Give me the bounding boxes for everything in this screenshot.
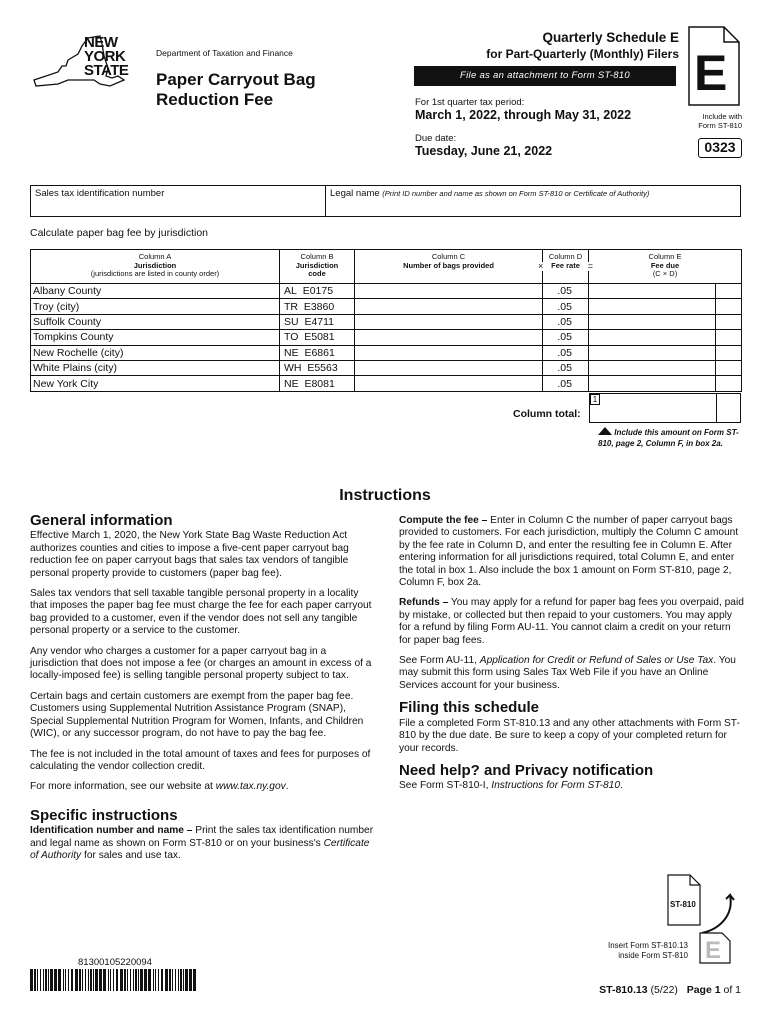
barcode-number: 81300105220094 bbox=[78, 957, 152, 968]
jurisdiction-cell: Tompkins County bbox=[31, 330, 280, 345]
schedule-subtitle: for Part-Quarterly (Monthly) Filers bbox=[486, 47, 679, 61]
barcode-bar bbox=[99, 969, 102, 991]
page-footer: ST-810.13 (5/22) Page 1 of 1 bbox=[599, 984, 741, 996]
box-number: 1 bbox=[590, 394, 600, 405]
barcode-bar bbox=[34, 969, 36, 991]
due-date-value: Tuesday, June 21, 2022 bbox=[415, 144, 553, 158]
jurisdiction-cell: White Plains (city) bbox=[31, 360, 280, 375]
general-info-heading: General information bbox=[30, 512, 173, 529]
filing-paragraph: File a completed Form ST-810.13 and any other attachments with Form ST-810 by the due date. Be sure to keep a copy of your completed return for your records. bbox=[399, 717, 740, 754]
barcode-bar bbox=[175, 969, 176, 991]
barcode-bar bbox=[140, 969, 143, 991]
fee-due-input[interactable] bbox=[589, 314, 716, 329]
insert-letter: E bbox=[705, 937, 722, 964]
barcode-bar bbox=[144, 969, 147, 991]
fee-due-input[interactable] bbox=[589, 376, 716, 391]
barcode-bar bbox=[79, 969, 81, 991]
general-paragraph: Certain bags and certain customers are exempt from the paper bag fee. Customers using Supplemental Nutrition Assistance Program (SNAP), Special Supplemental Nutrition Program for Women, Infants, and Children (WIC), or any successor program, do not have to pay the bag fee. bbox=[30, 690, 364, 740]
period-label: For 1st quarter tax period: bbox=[415, 97, 525, 108]
more-info-paragraph: For more information, see our website at www.tax.ny.gov. bbox=[30, 781, 289, 793]
fee-table bbox=[30, 249, 742, 392]
barcode-bar bbox=[54, 969, 57, 991]
website-link[interactable]: www.tax.ny.gov bbox=[215, 781, 286, 793]
barcode-bar bbox=[50, 969, 53, 991]
fee-due-input[interactable] bbox=[589, 330, 716, 345]
general-paragraph: Any vendor who charges a customer for a paper carryout bag in a jurisdiction that does not impose a fee (or charges an amount in excess of a locally-imposed fee) is selling tangible personal property subject to tax. bbox=[30, 645, 372, 682]
barcode-bar bbox=[127, 969, 128, 991]
fee-due-cents-input[interactable] bbox=[716, 299, 742, 314]
jurisdiction-code-cell: NE E6861 bbox=[280, 345, 355, 360]
table-row bbox=[31, 330, 742, 345]
fee-due-cents-input[interactable] bbox=[716, 330, 742, 345]
help-heading: Need help? and Privacy notification bbox=[399, 761, 654, 779]
barcode-bar bbox=[110, 969, 111, 991]
jurisdiction-cell: Troy (city) bbox=[31, 299, 280, 314]
left-column bbox=[30, 512, 375, 870]
jurisdiction-cell: Suffolk County bbox=[31, 314, 280, 329]
barcode-bar bbox=[180, 969, 182, 991]
form-title: Paper Carryout Bag Reduction Fee bbox=[156, 70, 316, 109]
barcode-bar bbox=[40, 969, 41, 991]
column-total-cents-input[interactable] bbox=[717, 393, 741, 423]
barcode-bar bbox=[45, 969, 47, 991]
barcode-bar bbox=[90, 969, 92, 991]
general-paragraph: Effective March 1, 2020, the New York State Bag Waste Reduction Act authorizes counties and cities to impose a five-cent paper carryout bag reduction fee on paper carryout bags that sales tax vendors of tangible personal property provide to customers (paper bag fee). bbox=[30, 530, 349, 579]
schedule-title: Quarterly Schedule E bbox=[542, 30, 679, 45]
barcode-bar bbox=[63, 969, 64, 991]
fee-due-input[interactable] bbox=[589, 284, 716, 299]
barcode-bar bbox=[138, 969, 139, 991]
st-810-label: ST-810 bbox=[670, 900, 696, 909]
barcode-bar bbox=[85, 969, 86, 991]
barcode-bar bbox=[48, 969, 49, 991]
jurisdiction-cell: New York City bbox=[31, 376, 280, 391]
bags-input[interactable] bbox=[355, 284, 543, 299]
barcode-bar bbox=[75, 969, 78, 991]
barcode-bar bbox=[103, 969, 106, 991]
column-e-header: Column E Fee due (C × D) bbox=[589, 250, 742, 284]
column-b-header: Column B Jurisdiction code bbox=[280, 250, 355, 284]
barcode-bar bbox=[93, 969, 94, 991]
refunds-paragraph: Refunds – You may apply for a refund for paper bag fees you overpaid, paid by mistake, or collected but then repaid to your customers. You may apply for a refund by filing Form AU-11. You cannot claim a credit on your return for paper bag fees. bbox=[399, 597, 744, 646]
bags-input[interactable] bbox=[355, 330, 543, 345]
barcode-bar bbox=[161, 969, 163, 991]
fee-due-cents-input[interactable] bbox=[716, 345, 742, 360]
barcode-bar bbox=[189, 969, 192, 991]
fee-due-cents-input[interactable] bbox=[716, 360, 742, 375]
barcode-bar bbox=[148, 969, 151, 991]
barcode-bar bbox=[88, 969, 89, 991]
barcode-bar bbox=[43, 969, 44, 991]
barcode-bar bbox=[130, 969, 131, 991]
fee-due-input[interactable] bbox=[589, 360, 716, 375]
barcode-bar bbox=[68, 969, 69, 991]
logo-text: NEW YORK STATE bbox=[84, 34, 129, 79]
fee-rate-cell: .05 bbox=[543, 360, 589, 375]
column-total-input[interactable] bbox=[589, 393, 717, 423]
compute-paragraph: Compute the fee – Enter in Column C the number of paper carryout bags provided to customers. For each jurisdiction, multiply the Column C amount by the fee rate in Column D, and enter the resulting fee in Column E. After entering information for all jurisdictions required, total Column E, and enter the total in box 1. Also include the box 1 amount on Form ST-810, page 2, Column F, box 2a. bbox=[399, 515, 739, 589]
column-d-header: Column D Fee rate × = bbox=[543, 250, 589, 284]
barcode-bar bbox=[185, 969, 188, 991]
total-note: Include this amount on Form ST-810, page 2, Column F, in box 2a. bbox=[598, 428, 739, 448]
jurisdiction-cell: New Rochelle (city) bbox=[31, 345, 280, 360]
legal-name-label: Legal name bbox=[330, 188, 380, 199]
triangle-up-icon bbox=[598, 427, 612, 435]
barcode-bar bbox=[169, 969, 171, 991]
barcode-bar bbox=[165, 969, 168, 991]
barcode-bar bbox=[120, 969, 123, 991]
due-date-label: Due date: bbox=[415, 133, 457, 144]
barcode-bar bbox=[178, 969, 179, 991]
barcode-bar bbox=[82, 969, 83, 991]
fee-rate-cell: .05 bbox=[543, 345, 589, 360]
barcode-bar bbox=[193, 969, 196, 991]
barcode-bar bbox=[133, 969, 134, 991]
column-total-label: Column total: bbox=[513, 408, 581, 420]
barcode-bar bbox=[116, 969, 118, 991]
instructions-title: Instructions bbox=[339, 487, 431, 504]
period-value: March 1, 2022, through May 31, 2022 bbox=[415, 108, 632, 122]
fee-due-input[interactable] bbox=[589, 345, 716, 360]
barcode-bar bbox=[30, 969, 33, 991]
bags-input[interactable] bbox=[355, 299, 543, 314]
table-row bbox=[31, 360, 742, 375]
jurisdiction-cell: Albany County bbox=[31, 284, 280, 299]
fee-rate-cell: .05 bbox=[543, 299, 589, 314]
table-row bbox=[31, 299, 742, 314]
equals-symbol: = bbox=[587, 261, 593, 271]
barcode-bar bbox=[124, 969, 126, 991]
filing-heading: Filing this schedule bbox=[399, 699, 540, 717]
barcode-bar bbox=[183, 969, 184, 991]
table-row bbox=[31, 284, 742, 299]
calc-label: Calculate paper bag fee by jurisdiction bbox=[30, 227, 209, 239]
barcode-bar bbox=[37, 969, 38, 991]
barcode-bar bbox=[135, 969, 137, 991]
jurisdiction-code-cell: AL E0175 bbox=[280, 284, 355, 299]
fee-due-cents-input[interactable] bbox=[716, 376, 742, 391]
jurisdiction-code-cell: WH E5563 bbox=[280, 360, 355, 375]
fee-rate-cell: .05 bbox=[543, 284, 589, 299]
barcode-bar bbox=[58, 969, 61, 991]
form-code: 0323 bbox=[698, 138, 742, 158]
schedule-e-icon bbox=[688, 26, 740, 106]
general-paragraph: Sales tax vendors that sell taxable tangible personal property in a locality that imposes the paper bag fee must charge the fee for each paper carryout bag provided to a customer, even if the vendor does not sell any tangible personal property or a service to the customer. bbox=[30, 588, 372, 637]
table-row bbox=[31, 314, 742, 329]
specific-paragraph: Identification number and name – Print the sales tax identification number and legal name as shown on Form ST-810 or on your business's Certificate of Authority for sales and use tax. bbox=[30, 825, 374, 861]
column-a-header: Column A Jurisdiction (jurisdictions are listed in county order) bbox=[31, 250, 280, 284]
barcode-bar bbox=[71, 969, 73, 991]
times-symbol: × bbox=[538, 261, 544, 271]
sales-tax-id-field[interactable] bbox=[30, 185, 326, 217]
jurisdiction-code-cell: SU E4711 bbox=[280, 314, 355, 329]
legal-name-field[interactable] bbox=[326, 185, 741, 217]
insert-label: Insert Form ST-810.13 inside Form ST-810 bbox=[607, 941, 688, 960]
specific-instructions-heading: Specific instructions bbox=[30, 806, 178, 824]
attachment-note: File as an attachment to Form ST-810 bbox=[414, 66, 676, 86]
table-row bbox=[31, 345, 742, 360]
fee-due-cents-input[interactable] bbox=[716, 314, 742, 329]
jurisdiction-code-cell: TR E3860 bbox=[280, 299, 355, 314]
legal-name-hint: (Print ID number and name as shown on Form ST-810 or Certificate of Authority) bbox=[382, 189, 650, 198]
schedule-letter: E bbox=[694, 45, 728, 101]
bags-input[interactable] bbox=[355, 314, 543, 329]
barcode-bar bbox=[65, 969, 66, 991]
fee-due-cents-input[interactable] bbox=[716, 284, 742, 299]
help-paragraph: See Form ST-810-I, Instructions for Form ST-810. bbox=[399, 780, 623, 792]
barcode-bar bbox=[158, 969, 159, 991]
au11-paragraph: See Form AU-11, Application for Credit or Refund of Sales or Use Tax. You may submit this form using Sales Tax Web File if you have an Online Services account for your business. bbox=[399, 655, 736, 691]
table-row bbox=[31, 376, 742, 391]
bags-input[interactable] bbox=[355, 345, 543, 360]
jurisdiction-code-cell: TO E5081 bbox=[280, 330, 355, 345]
barcode-bar bbox=[113, 969, 114, 991]
column-c-header: Column C Number of bags provided bbox=[355, 250, 543, 284]
fee-due-input[interactable] bbox=[589, 299, 716, 314]
barcode-bar bbox=[172, 969, 173, 991]
barcode-bar bbox=[95, 969, 98, 991]
fee-rate-cell: .05 bbox=[543, 330, 589, 345]
barcode-bar bbox=[108, 969, 109, 991]
barcode-bar bbox=[155, 969, 156, 991]
bags-input[interactable] bbox=[355, 360, 543, 375]
barcode-bar bbox=[153, 969, 154, 991]
right-column bbox=[399, 515, 744, 801]
include-with-note: Include with Form ST-810 bbox=[698, 112, 742, 130]
fee-rate-cell: .05 bbox=[543, 314, 589, 329]
barcode bbox=[30, 969, 200, 991]
general-paragraph: The fee is not included in the total amount of taxes and fees for purposes of calculating the vendor collection credit. bbox=[30, 748, 371, 772]
jurisdiction-code-cell: NE E8081 bbox=[280, 376, 355, 391]
department-name: Department of Taxation and Finance bbox=[156, 48, 293, 58]
fee-rate-cell: .05 bbox=[543, 376, 589, 391]
bags-input[interactable] bbox=[355, 376, 543, 391]
sales-tax-id-label: Sales tax identification number bbox=[35, 188, 165, 199]
